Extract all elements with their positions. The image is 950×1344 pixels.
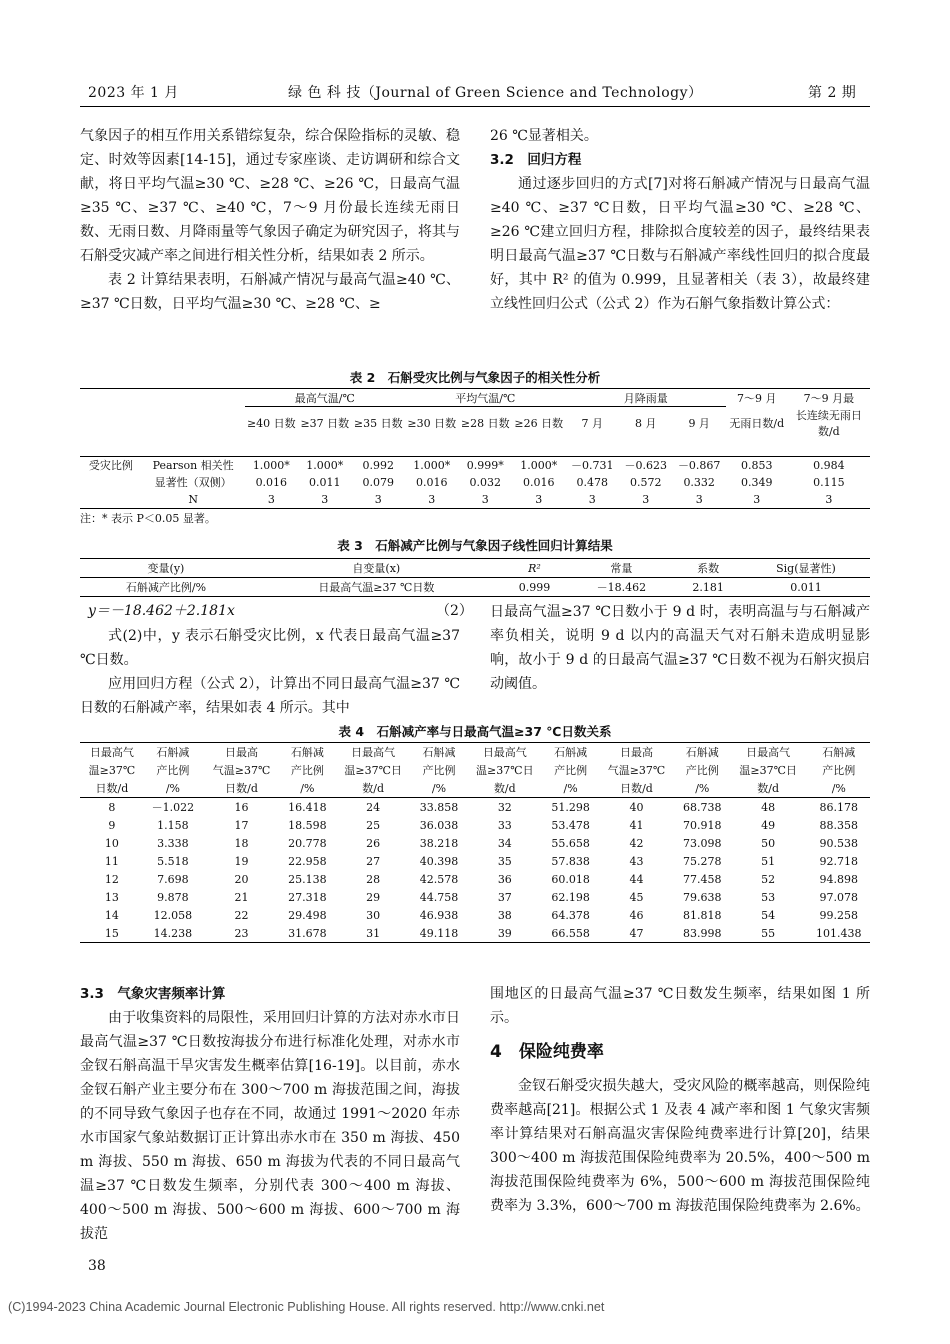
table2-cell: 1.000* bbox=[520, 458, 558, 472]
table3-header: 常量 bbox=[568, 559, 674, 578]
table4-cell: 19 bbox=[234, 854, 249, 868]
table4-cell: 27.318 bbox=[288, 890, 327, 904]
table4-cell: 12 bbox=[104, 872, 119, 886]
t4-h: 石斛减 bbox=[676, 743, 729, 762]
table2-group: 最高气温/℃ bbox=[245, 389, 405, 407]
table2-row-name: 显著性（双侧） bbox=[154, 476, 232, 489]
t4-h: 石斛减 bbox=[144, 743, 202, 762]
table4-cell: 68.738 bbox=[683, 800, 722, 814]
table-row bbox=[80, 888, 870, 906]
table2 bbox=[80, 388, 870, 509]
table4-cell: 51.298 bbox=[551, 800, 590, 814]
t4-h: 产比例 bbox=[422, 764, 456, 777]
table2-row-name: Pearson 相关性 bbox=[152, 459, 234, 472]
t4-h: 日数/d bbox=[80, 779, 144, 798]
table4-cell: 9.878 bbox=[157, 890, 189, 904]
t4-h: 温≥37℃日 bbox=[344, 764, 402, 777]
table3-header: 变量(y) bbox=[80, 559, 252, 578]
table4-cell: 11 bbox=[104, 854, 119, 868]
table4-cell: 73.098 bbox=[683, 836, 722, 850]
section-heading-3-3: 3.3 气象灾害频率计算 bbox=[80, 986, 226, 1002]
header-date: 2023 年 1 月 bbox=[88, 85, 179, 101]
table2-group: 7～9 月 bbox=[726, 389, 788, 407]
table3-header: Sig(显著性) bbox=[742, 559, 870, 578]
table2-subheader: 9 月 bbox=[688, 416, 710, 430]
table2-cell: 3 bbox=[298, 491, 351, 509]
table4-cell: 8 bbox=[108, 800, 116, 814]
table2-row-label bbox=[80, 439, 142, 457]
table4 bbox=[80, 742, 870, 943]
table2-cell: 1.000* bbox=[306, 458, 344, 472]
table4-cell: 12.058 bbox=[153, 908, 193, 922]
table4-cell: 75.278 bbox=[683, 854, 722, 868]
table4-cell: 52 bbox=[761, 872, 776, 886]
table2-subheader: ≥40 日数 bbox=[246, 416, 296, 430]
t4-h: 石斛减 bbox=[544, 743, 597, 762]
table2-cell: 3 bbox=[352, 491, 405, 509]
t4-h: /% bbox=[676, 779, 729, 798]
paragraph-continuation: 围地区的日最高气温≥37 ℃日数发生频率，结果如图 1 所示。 bbox=[490, 986, 870, 1026]
t4-h: 产比例 bbox=[685, 764, 719, 777]
table-row bbox=[80, 870, 870, 888]
copyright-footer: (C)1994-2023 China Academic Journal Electronic Publishing House. All rights reserved. http://www.cnki.net bbox=[8, 1300, 605, 1314]
paragraph: 通过逐步回归的方式[7]对将石斛减产情况与日最高气温≥40 ℃、≥37 ℃日数，日平均气温≥30 ℃、≥28 ℃、≥26 ℃建立回归方程，排除拟合度较差的因子，最终结果表明日最高气温≥37 ℃日数与石斛减产率线性回归的拟合度最好，其中 R² 的值为 0.999，且显著相关（表 3），故最终建立线性回归公式（公式 2）作为石斛气象指数计算公式： bbox=[490, 176, 870, 312]
table4-cell: 44 bbox=[629, 872, 644, 886]
table3-cell: －18.462 bbox=[568, 578, 674, 597]
table4-cell: 53 bbox=[761, 890, 776, 904]
table3-header: R² bbox=[501, 559, 569, 578]
table4-cell: 90.538 bbox=[819, 836, 859, 850]
table4-cell: 49 bbox=[761, 818, 776, 832]
table2-row-label: 受灾比例 bbox=[88, 459, 133, 472]
table4-cell: 1.158 bbox=[157, 818, 189, 832]
table4-cell: 48 bbox=[761, 800, 776, 814]
table2-cell: 3 bbox=[788, 491, 870, 509]
table4-cell: 42.578 bbox=[419, 872, 459, 886]
table4-cell: 20.778 bbox=[288, 836, 327, 850]
table2-subheader: 7 月 bbox=[581, 416, 603, 430]
table-row bbox=[80, 906, 870, 924]
table2-subheader: ≥37 日数 bbox=[300, 416, 350, 430]
table4-cell: 35 bbox=[497, 854, 512, 868]
page-number: 38 bbox=[88, 1258, 106, 1274]
table4-cell: 44.758 bbox=[419, 890, 459, 904]
table4-cell: 60.018 bbox=[551, 872, 590, 886]
t4-h: 日最高 bbox=[597, 743, 676, 762]
t4-h: 产比例 bbox=[156, 764, 190, 777]
table4-cell: 16.418 bbox=[288, 800, 327, 814]
table4-cell: 64.378 bbox=[551, 908, 590, 922]
table4-cell: 41 bbox=[629, 818, 644, 832]
table4-cell: 83.998 bbox=[676, 924, 729, 943]
table2-cell: 0.011 bbox=[309, 475, 341, 489]
t4-h: 日最高气 bbox=[334, 743, 413, 762]
table3-cell: 0.011 bbox=[742, 578, 870, 597]
table2-cell: 0.079 bbox=[362, 475, 395, 489]
table2-cell: 0.999* bbox=[466, 458, 504, 472]
table2-group: 平均气温/℃ bbox=[405, 389, 565, 407]
table4-cell: 47 bbox=[597, 924, 676, 943]
paragraph: 由于收集资料的局限性，采用回归计算的方法对赤水市日最高气温≥37 ℃日数按海拔分布进行标准化处理，对赤水市金钗石斛高温干旱灾害发生概率估算[16-19]。以目前，赤水金钗石斛产业主要分布在 300～700 m 海拔范围之间，海拔的不同导致气象因子也存在不同，故通过 1991～2020 年赤水市国家气象站数据订正计算出赤水市在 350 m 海拔、450 m 海拔、550 m 海拔、650 m 海拔为代表的不同日最高气温≥37 ℃日数发生频率，分别代表 300～400 m 海拔、400～500 m 海拔、500～600 m 海拔、600～700 m 海拔范 bbox=[80, 1010, 460, 1242]
table4-cell: 55 bbox=[729, 924, 808, 943]
table4-cell: 25.138 bbox=[288, 872, 327, 886]
table4-cell: 22 bbox=[234, 908, 249, 922]
table4-cell: 29.498 bbox=[288, 908, 327, 922]
table2-subheader: ≥28 日数 bbox=[460, 416, 510, 430]
table4-cell: 79.638 bbox=[683, 890, 722, 904]
table4-cell: 88.358 bbox=[819, 818, 859, 832]
table2-subheader: 长连续无雨日数/d bbox=[795, 408, 862, 438]
t4-h: 产比例 bbox=[290, 764, 324, 777]
t4-h: 数/d bbox=[334, 779, 413, 798]
table4-cell: 13 bbox=[104, 890, 119, 904]
t4-h: 日最高气 bbox=[729, 743, 808, 762]
table4-cell: 57.838 bbox=[551, 854, 590, 868]
table4-cell: 22.958 bbox=[288, 854, 327, 868]
table-row bbox=[80, 798, 870, 817]
table2-cell: 1.000* bbox=[413, 458, 451, 472]
table2-cell: －0.867 bbox=[677, 459, 721, 472]
table2-caption: 表 2 石斛受灾比例与气象因子的相关性分析 bbox=[349, 370, 601, 385]
right-mid-text bbox=[490, 600, 870, 696]
table2-cell: 0.984 bbox=[813, 458, 845, 472]
header-journal: 绿 色 科 技（Journal of Green Science and Technology） bbox=[288, 85, 703, 101]
table2-cell: 0.115 bbox=[813, 475, 845, 489]
table4-cell: 38.218 bbox=[419, 836, 459, 850]
table2-row-name: N bbox=[142, 491, 245, 509]
formula: y＝－18.462＋2.181x bbox=[88, 603, 235, 619]
table4-cell: 40.398 bbox=[419, 854, 459, 868]
table2-cell: 0.853 bbox=[741, 458, 773, 472]
table4-cell: 42 bbox=[629, 836, 644, 850]
table-row bbox=[80, 924, 870, 943]
t4-h: 温≥37℃日 bbox=[476, 764, 534, 777]
table3 bbox=[80, 558, 870, 597]
table4-cell: 97.078 bbox=[819, 890, 859, 904]
table2-cell: 0.032 bbox=[469, 475, 501, 489]
table2-cell: 0.016 bbox=[522, 475, 555, 489]
table4-cell: 46.938 bbox=[419, 908, 459, 922]
table4-cell: 15 bbox=[80, 924, 144, 943]
table2-subheader: 8 月 bbox=[634, 416, 657, 430]
table4-cell: 16 bbox=[234, 800, 249, 814]
table4-cell: 7.698 bbox=[157, 872, 189, 886]
paragraph-continuation: 日最高气温≥37 ℃日数小于 9 d 时，表明高温与与石斛减产率负相关，说明 9 d 以内的高温天气对石斛未造成明显影响，故小于 9 d 的日最高气温≥37 ℃日数不视为石斛灾损启动阈值。 bbox=[490, 604, 870, 692]
t4-h: 气温≥37℃ bbox=[212, 764, 271, 777]
table4-cell: 34 bbox=[497, 836, 512, 850]
table4-cell: 94.898 bbox=[819, 872, 859, 886]
table4-cell: 77.458 bbox=[683, 872, 722, 886]
table3-header: 系数 bbox=[674, 559, 742, 578]
table4-cell: 92.718 bbox=[819, 854, 859, 868]
t4-h: /% bbox=[413, 779, 466, 798]
table2-group: 月降雨量 bbox=[565, 389, 725, 407]
table4-cell: 14.238 bbox=[144, 924, 202, 943]
left-bottom-text bbox=[80, 982, 460, 1246]
table4-cell: 33.858 bbox=[419, 800, 459, 814]
table2-cell: 3 bbox=[245, 491, 298, 509]
table2-subheader: ≥35 日数 bbox=[353, 416, 403, 430]
table4-cell: 45 bbox=[629, 890, 644, 904]
t4-h: 日最高气 bbox=[465, 743, 544, 762]
table2-cell: 0.016 bbox=[255, 475, 288, 489]
table4-cell: 31.678 bbox=[281, 924, 334, 943]
table4-cell: 40 bbox=[629, 800, 644, 814]
table4-cell: 20 bbox=[234, 872, 249, 886]
t4-h: 温≥37℃ bbox=[88, 764, 136, 777]
t4-h: 日数/d bbox=[202, 779, 281, 798]
table2-cell: －0.731 bbox=[570, 459, 614, 472]
left-mid-text bbox=[80, 624, 460, 720]
table4-cell: 86.178 bbox=[819, 800, 859, 814]
table2-cell: 3 bbox=[405, 491, 458, 509]
t4-h: 日最高 bbox=[202, 743, 281, 762]
table4-cell: 46 bbox=[629, 908, 644, 922]
paragraph: 表 2 计算结果表明，石斛减产情况与最高气温≥40 ℃、≥37 ℃日数，日平均气温≥30 ℃、≥28 ℃、≥ bbox=[80, 272, 460, 312]
table4-cell: 25 bbox=[366, 818, 381, 832]
table-row bbox=[80, 834, 870, 852]
t4-h: 温≥37℃日 bbox=[739, 764, 797, 777]
table2-cell: 0.016 bbox=[416, 475, 448, 489]
t4-h: 石斛减 bbox=[413, 743, 466, 762]
table4-cell: 24 bbox=[366, 800, 381, 814]
left-top-text bbox=[80, 124, 460, 316]
table3-cell: 0.999 bbox=[501, 578, 569, 597]
table4-cell: 66.558 bbox=[544, 924, 597, 943]
table2-cell: 3 bbox=[512, 491, 565, 509]
table4-cell: 28 bbox=[366, 872, 381, 886]
table2-cell: 3 bbox=[565, 491, 618, 509]
table4-cell: 5.518 bbox=[157, 854, 189, 868]
table4-cell: 39 bbox=[465, 924, 544, 943]
table4-cell: 99.258 bbox=[819, 908, 859, 922]
table4-cell: 43 bbox=[629, 854, 644, 868]
t4-h: /% bbox=[281, 779, 334, 798]
table4-cell: 50 bbox=[761, 836, 776, 850]
table4-cell: 9 bbox=[108, 818, 116, 832]
table-row bbox=[80, 852, 870, 870]
table4-cell: 10 bbox=[104, 836, 119, 850]
paragraph: 式(2)中，y 表示石斛受灾比例，x 代表日最高气温≥37 ℃日数。 bbox=[80, 628, 460, 668]
t4-h: /% bbox=[544, 779, 597, 798]
section-heading-4: 4 保险纯费率 bbox=[490, 1042, 604, 1062]
table2-cell: －0.623 bbox=[624, 459, 667, 472]
table4-cell: 18 bbox=[234, 836, 249, 850]
paragraph: 应用回归方程（公式 2），计算出不同日最高气温≥37 ℃日数的石斛减产率，结果如表 4 所示。其中 bbox=[80, 676, 460, 716]
table4-cell: 51 bbox=[761, 854, 776, 868]
t4-h: 数/d bbox=[465, 779, 544, 798]
table4-cell: 32 bbox=[497, 800, 512, 814]
table4-cell: 38 bbox=[497, 908, 512, 922]
right-top-text bbox=[490, 124, 870, 316]
table4-cell: 101.438 bbox=[808, 924, 870, 943]
table4-cell: 49.118 bbox=[413, 924, 466, 943]
table2-group: 7～9 月最 bbox=[788, 389, 870, 407]
table4-cell: －1.022 bbox=[151, 801, 195, 814]
table4-cell: 36 bbox=[497, 872, 512, 886]
table4-cell: 31 bbox=[334, 924, 413, 943]
table4-cell: 26 bbox=[366, 836, 381, 850]
table2-subheader: 无雨日数/d bbox=[729, 416, 785, 430]
header-issue: 第 2 期 bbox=[808, 85, 857, 101]
t4-h: /% bbox=[144, 779, 202, 798]
section-heading-3-2: 3.2 回归方程 bbox=[490, 152, 582, 168]
table-row bbox=[80, 816, 870, 834]
table2-cell: 3 bbox=[672, 491, 725, 509]
table4-cell: 55.658 bbox=[551, 836, 590, 850]
table4-cell: 29 bbox=[366, 890, 381, 904]
header-rule bbox=[80, 106, 870, 107]
table4-cell: 81.818 bbox=[683, 908, 722, 922]
formula-number: （2） bbox=[436, 603, 473, 619]
table4-cell: 33 bbox=[497, 818, 512, 832]
t4-h: 产比例 bbox=[554, 764, 588, 777]
right-bottom-text bbox=[490, 982, 870, 1218]
table2-cell: 0.478 bbox=[576, 475, 608, 489]
table2-subheader: ≥30 日数 bbox=[407, 416, 457, 430]
t4-h: 气温≥37℃ bbox=[607, 764, 666, 777]
paragraph: 气象因子的相互作用关系错综复杂，综合保险指标的灵敏、稳定、时效等因素[14-15]，通过专家座谈、走访调研和综合文献，将日平均气温≥30 ℃、≥28 ℃、≥26 ℃，日最高气温≥35 ℃、≥37 ℃、≥40 ℃，7～9 月份最长连续无雨日数、无雨日数、月降雨量等气象因子确定为研究因子，将其与石斛受灾减产率之间进行相关性分析，结果如表 2 所示。 bbox=[80, 128, 460, 264]
table4-cell: 36.038 bbox=[419, 818, 459, 832]
table4-cell: 70.918 bbox=[683, 818, 722, 832]
t4-h: 日最高气 bbox=[80, 743, 144, 762]
table3-header: 自变量(x) bbox=[252, 559, 501, 578]
table4-cell: 54 bbox=[761, 908, 776, 922]
table2-cell: 3 bbox=[619, 491, 672, 509]
table4-cell: 27 bbox=[366, 854, 381, 868]
t4-h: 日数/d bbox=[597, 779, 676, 798]
table4-cell: 37 bbox=[497, 890, 512, 904]
table3-caption: 表 3 石斛减产比例与气象因子线性回归计算结果 bbox=[337, 538, 613, 553]
table4-cell: 30 bbox=[366, 908, 381, 922]
t4-h: 石斛减 bbox=[808, 743, 870, 762]
table4-cell: 23 bbox=[202, 924, 281, 943]
table3-cell: 2.181 bbox=[674, 578, 742, 597]
t4-h: /% bbox=[808, 779, 870, 798]
table2-subheader: ≥26 日数 bbox=[514, 416, 564, 430]
table2-cell: 0.332 bbox=[683, 475, 715, 489]
table3-cell: 日最高气温≥37 ℃日数 bbox=[252, 578, 501, 597]
table4-cell: 18.598 bbox=[288, 818, 327, 832]
table3-cell: 石斛减产比例/% bbox=[80, 578, 252, 597]
table2-cell: 0.349 bbox=[741, 475, 773, 489]
table2-cell: 3 bbox=[726, 491, 788, 509]
t4-h: 石斛减 bbox=[281, 743, 334, 762]
t4-h: 数/d bbox=[729, 779, 808, 798]
table4-cell: 53.478 bbox=[551, 818, 590, 832]
table2-cell: 0.572 bbox=[629, 475, 662, 489]
table4-cell: 14 bbox=[104, 908, 119, 922]
table4-cell: 3.338 bbox=[157, 836, 189, 850]
table2-cell: 0.992 bbox=[362, 458, 395, 472]
table4-caption: 表 4 石斛减产率与日最高气温≥37 ℃日数关系 bbox=[338, 724, 612, 739]
table2-cell: 1.000* bbox=[252, 458, 290, 472]
table2-note: 注：* 表示 P＜0.05 显著。 bbox=[80, 512, 216, 525]
t4-h: 产比例 bbox=[822, 764, 856, 777]
paragraph: 金钗石斛受灾损失越大，受灾风险的概率越高，则保险纯费率越高[21]。根据公式 1 及表 4 减产率和图 1 气象灾害频率计算结果对石斛高温灾害保险纯费率进行计算[20]，结果 300～400 m 海拔范围保险纯费率为 20.5%，400～500 m 海拔范围保险纯费率为 6%，500～600 m 海拔范围保险纯费率为 3.3%，600～700 m 海拔范围保险纯费率为 2.6%。 bbox=[490, 1078, 870, 1214]
table4-cell: 62.198 bbox=[551, 890, 590, 904]
paragraph-continuation: 26 ℃显著相关。 bbox=[490, 128, 598, 144]
table4-cell: 21 bbox=[234, 890, 249, 904]
table2-cell: 3 bbox=[459, 491, 512, 509]
table4-cell: 17 bbox=[234, 818, 249, 832]
